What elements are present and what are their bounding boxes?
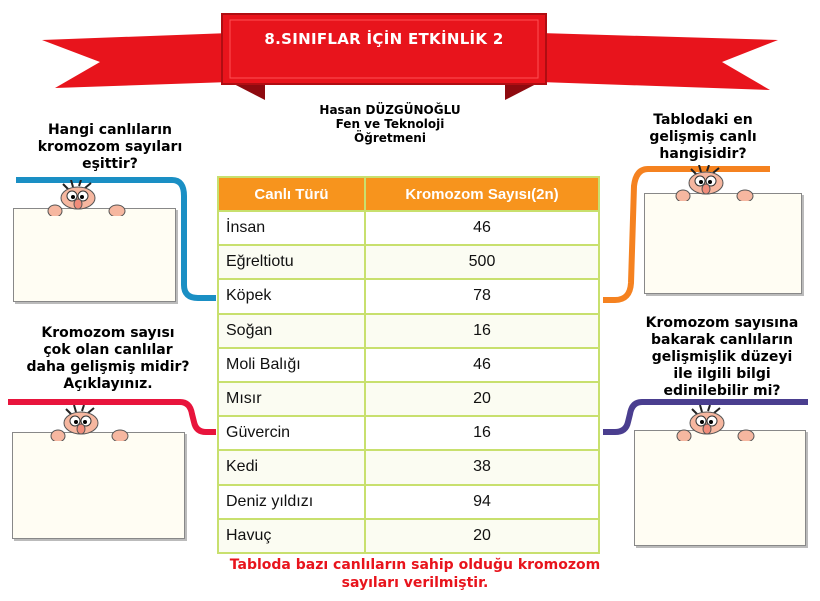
question-2 xyxy=(628,112,778,163)
question-3 xyxy=(8,325,208,393)
author-title-line2: Öğretmeni xyxy=(354,131,426,145)
question-3-line: Kromozom sayısı xyxy=(41,325,175,341)
author-name: Hasan DÜZGÜNOĞLU xyxy=(319,103,461,117)
question-4 xyxy=(622,315,820,400)
count-cell: 46 xyxy=(365,211,599,245)
table-row xyxy=(218,519,599,553)
chromosome-table xyxy=(217,176,600,554)
caption-line-1: Tabloda bazı canlıların sahip olduğu kromozom xyxy=(229,557,601,573)
species-cell: İnsan xyxy=(218,211,365,245)
count-cell: 20 xyxy=(365,519,599,553)
peeking-character-icon xyxy=(675,165,765,201)
ribbon-main xyxy=(222,14,546,84)
question-4-line: bakarak canlıların xyxy=(651,332,793,348)
answer-box-1[interactable] xyxy=(13,208,176,302)
question-1 xyxy=(20,122,200,173)
count-cell: 38 xyxy=(365,450,599,484)
question-4-line: ile ilgili bilgi xyxy=(673,366,771,382)
question-1-line: eşittir? xyxy=(82,156,138,172)
count-cell: 16 xyxy=(365,416,599,450)
question-4-line: gelişmişlik düzeyi xyxy=(651,349,793,365)
count-cell: 20 xyxy=(365,382,599,416)
species-cell: Köpek xyxy=(218,279,365,313)
table-row xyxy=(218,279,599,313)
species-cell: Moli Balığı xyxy=(218,348,365,382)
banner-title: 8.SINIFLAR İÇİN ETKİNLİK 2 xyxy=(264,30,504,48)
count-cell: 500 xyxy=(365,245,599,279)
question-1-line: Hangi canlıların xyxy=(47,122,173,138)
count-cell: 78 xyxy=(365,279,599,313)
table-row xyxy=(218,382,599,416)
species-cell: Havuç xyxy=(218,519,365,553)
table-row xyxy=(218,211,599,245)
table-header-row xyxy=(218,177,599,211)
answer-box-2[interactable] xyxy=(644,193,802,294)
question-3-line: daha gelişmiş midir? xyxy=(26,359,190,375)
species-cell: Mısır xyxy=(218,382,365,416)
question-2-line: hangisidir? xyxy=(659,146,747,162)
table-row xyxy=(218,314,599,348)
answer-box-4[interactable] xyxy=(634,430,806,546)
species-cell: Güvercin xyxy=(218,416,365,450)
question-1-line: kromozom sayıları xyxy=(37,139,183,155)
count-cell: 46 xyxy=(365,348,599,382)
table-row xyxy=(218,245,599,279)
answer-box-3[interactable] xyxy=(12,432,185,539)
count-cell: 16 xyxy=(365,314,599,348)
species-cell: Deniz yıldızı xyxy=(218,485,365,519)
table-row xyxy=(218,416,599,450)
peeking-character-icon xyxy=(676,405,766,441)
caption-line-2: sayıları verilmiştir. xyxy=(341,575,489,591)
question-2-line: Tablodaki en xyxy=(653,112,753,128)
species-cell: Soğan xyxy=(218,314,365,348)
question-4-line: edinilebilir mi? xyxy=(663,383,781,399)
peeking-character-icon xyxy=(50,405,140,441)
species-cell: Eğreltiotu xyxy=(218,245,365,279)
author-block xyxy=(290,103,490,145)
question-3-line: çok olan canlılar xyxy=(43,342,173,358)
table-row xyxy=(218,485,599,519)
question-4-line: Kromozom sayısına xyxy=(645,315,799,331)
peeking-character-icon xyxy=(47,180,137,216)
table-row xyxy=(218,348,599,382)
question-2-line: gelişmiş canlı xyxy=(649,129,757,145)
ribbon-left-tail xyxy=(42,33,230,88)
question-3-line: Açıklayınız. xyxy=(63,376,153,392)
column-header-chromosome-count: Kromozom Sayısı(2n) xyxy=(365,177,599,211)
author-title-line1: Fen ve Teknoloji xyxy=(335,117,445,131)
column-header-species: Canlı Türü xyxy=(218,177,365,211)
table-caption xyxy=(205,556,625,592)
table-row xyxy=(218,450,599,484)
species-cell: Kedi xyxy=(218,450,365,484)
count-cell: 94 xyxy=(365,485,599,519)
ribbon-right-tail xyxy=(540,33,778,90)
